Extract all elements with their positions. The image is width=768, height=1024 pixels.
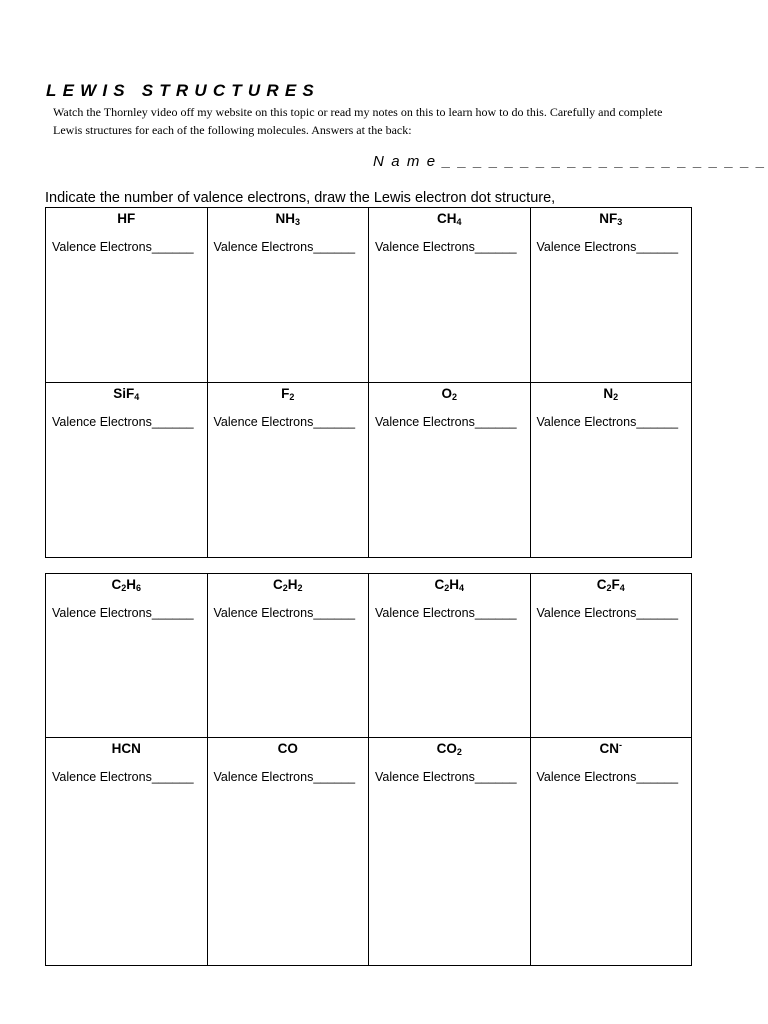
molecule-formula bbox=[531, 208, 692, 228]
formula-text: C bbox=[596, 577, 607, 592]
formula-subscript: 4 bbox=[134, 392, 140, 402]
molecule-cell[interactable] bbox=[530, 208, 692, 383]
molecule-cell[interactable] bbox=[530, 574, 692, 738]
formula-text: NF bbox=[599, 211, 618, 226]
molecule-cell[interactable] bbox=[369, 208, 531, 383]
formula-text: HF bbox=[117, 211, 136, 226]
formula-subscript: 4 bbox=[619, 583, 625, 593]
table-row bbox=[46, 383, 692, 558]
worksheet-title: LEWIS STRUCTURES bbox=[46, 81, 320, 100]
valence-electrons-field[interactable]: Valence Electrons______ bbox=[52, 770, 194, 784]
valence-electrons-field[interactable]: Valence Electrons______ bbox=[536, 770, 679, 784]
formula-subscript: 2 bbox=[613, 392, 619, 402]
formula-text: F bbox=[281, 386, 290, 401]
formula-subscript: 2 bbox=[282, 583, 288, 593]
formula-text: CO bbox=[436, 741, 457, 756]
molecule-formula bbox=[46, 574, 207, 594]
formula-text: C bbox=[272, 577, 283, 592]
formula-subscript: 2 bbox=[444, 583, 450, 593]
valence-electrons-field[interactable]: Valence Electrons______ bbox=[213, 770, 356, 784]
valence-electrons-field[interactable]: Valence Electrons______ bbox=[536, 415, 679, 429]
formula-text: CH bbox=[436, 211, 457, 226]
formula-text: H bbox=[126, 577, 136, 592]
table-row bbox=[46, 208, 692, 383]
molecule-formula bbox=[531, 574, 692, 594]
molecule-cell[interactable] bbox=[530, 383, 692, 558]
molecule-cell[interactable] bbox=[46, 574, 208, 738]
molecule-formula bbox=[531, 383, 692, 403]
molecule-cell[interactable] bbox=[207, 574, 369, 738]
molecule-formula bbox=[369, 383, 530, 403]
formula-text: HCN bbox=[111, 741, 141, 756]
molecule-formula bbox=[208, 208, 369, 228]
molecule-formula bbox=[208, 383, 369, 403]
formula-text: CN bbox=[599, 741, 619, 756]
formula-subscript: 2 bbox=[297, 583, 303, 593]
valence-electrons-field[interactable]: Valence Electrons______ bbox=[52, 606, 194, 620]
valence-electrons-field[interactable]: Valence Electrons______ bbox=[375, 770, 517, 784]
name-field[interactable]: N a m e _ _ _ _ _ _ _ _ _ _ _ _ _ _ _ _ _ _ _ _ _ bbox=[373, 153, 767, 170]
formula-subscript: 2 bbox=[121, 583, 127, 593]
molecule-formula bbox=[531, 738, 692, 758]
formula-text: C bbox=[434, 577, 445, 592]
molecule-cell[interactable] bbox=[207, 383, 369, 558]
intro-text bbox=[53, 103, 703, 139]
valence-electrons-field[interactable]: Valence Electrons______ bbox=[213, 415, 356, 429]
valence-electrons-field[interactable]: Valence Electrons______ bbox=[536, 240, 679, 254]
intro-line-2: Lewis structures for each of the following molecules. Answers at the back: bbox=[53, 123, 412, 137]
formula-subscript: 3 bbox=[617, 217, 623, 227]
molecule-cell[interactable] bbox=[369, 574, 531, 738]
formula-text: NH bbox=[275, 211, 295, 226]
formula-subscript: 4 bbox=[456, 217, 462, 227]
molecule-cell[interactable] bbox=[530, 738, 692, 966]
formula-text: SiF bbox=[113, 386, 135, 401]
molecule-formula bbox=[369, 738, 530, 758]
valence-electrons-field[interactable]: Valence Electrons______ bbox=[213, 606, 356, 620]
molecule-formula bbox=[46, 738, 207, 758]
molecule-cell[interactable] bbox=[46, 208, 208, 383]
intro-line-1: Watch the Thornley video off my website on this topic or read my notes on this to learn how to do this. Carefully and complete bbox=[53, 105, 663, 119]
formula-subscript: 2 bbox=[456, 747, 462, 757]
molecule-formula bbox=[46, 383, 207, 403]
molecule-cell[interactable] bbox=[369, 738, 531, 966]
valence-electrons-field[interactable]: Valence Electrons______ bbox=[375, 240, 517, 254]
valence-electrons-field[interactable]: Valence Electrons______ bbox=[375, 415, 517, 429]
valence-electrons-field[interactable]: Valence Electrons______ bbox=[375, 606, 517, 620]
formula-subscript: 6 bbox=[136, 583, 142, 593]
formula-text: H bbox=[287, 577, 298, 592]
formula-text: H bbox=[449, 577, 459, 592]
molecule-formula bbox=[208, 738, 369, 758]
formula-subscript: 2 bbox=[452, 392, 458, 402]
molecule-table-1 bbox=[45, 207, 692, 558]
table-row bbox=[46, 738, 692, 966]
molecule-cell[interactable] bbox=[207, 738, 369, 966]
molecule-formula bbox=[208, 574, 369, 594]
table-row bbox=[46, 574, 692, 738]
molecule-formula bbox=[369, 574, 530, 594]
formula-text: C bbox=[111, 577, 122, 592]
molecule-cell[interactable] bbox=[46, 383, 208, 558]
valence-electrons-field[interactable]: Valence Electrons______ bbox=[52, 240, 194, 254]
molecule-cell[interactable] bbox=[46, 738, 208, 966]
molecule-formula bbox=[369, 208, 530, 228]
molecule-formula bbox=[46, 208, 207, 228]
formula-subscript: 4 bbox=[459, 583, 465, 593]
formula-subscript: 2 bbox=[606, 583, 612, 593]
formula-text: O bbox=[441, 386, 452, 401]
molecule-table-2 bbox=[45, 573, 692, 966]
valence-electrons-field[interactable]: Valence Electrons______ bbox=[536, 606, 679, 620]
molecule-cell[interactable] bbox=[207, 208, 369, 383]
molecule-cell[interactable] bbox=[369, 383, 531, 558]
instruction-text: Indicate the number of valence electrons, draw the Lewis electron dot structure, bbox=[45, 190, 556, 206]
valence-electrons-field[interactable]: Valence Electrons______ bbox=[52, 415, 194, 429]
formula-superscript: - bbox=[619, 740, 622, 750]
formula-subscript: 2 bbox=[289, 392, 295, 402]
formula-subscript: 3 bbox=[294, 217, 300, 227]
formula-text: F bbox=[611, 577, 620, 592]
formula-text: N bbox=[603, 386, 614, 401]
formula-text: CO bbox=[277, 741, 298, 756]
valence-electrons-field[interactable]: Valence Electrons______ bbox=[213, 240, 356, 254]
